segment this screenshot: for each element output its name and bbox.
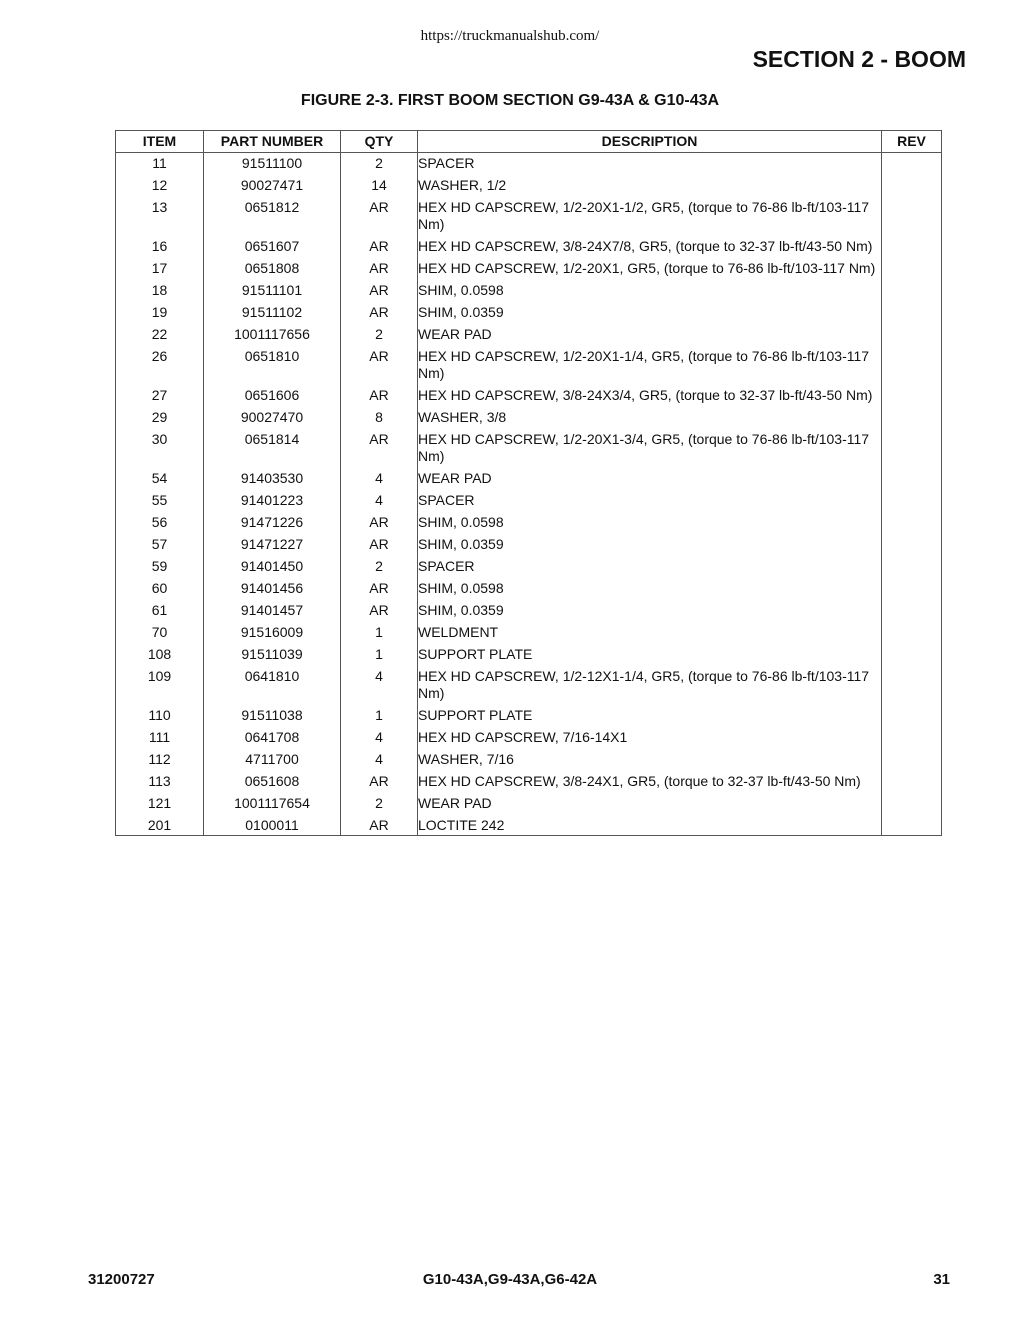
cell-rev: [882, 197, 942, 236]
cell-description: WEAR PAD: [418, 793, 882, 815]
cell-part-number: 4711700: [204, 749, 341, 771]
cell-qty: 1: [341, 705, 418, 727]
table-row: [116, 280, 942, 302]
cell-part-number: 1001117654: [204, 793, 341, 815]
cell-qty: AR: [341, 302, 418, 324]
cell-part-number: 91511039: [204, 644, 341, 666]
cell-part-number: 0651814: [204, 429, 341, 468]
cell-item: 110: [116, 705, 204, 727]
cell-item: 112: [116, 749, 204, 771]
cell-part-number: 91511102: [204, 302, 341, 324]
cell-qty: 4: [341, 490, 418, 512]
table-row: [116, 490, 942, 512]
cell-rev: [882, 280, 942, 302]
cell-description: HEX HD CAPSCREW, 3/8-24X1, GR5, (torque to 32-37 lb-ft/43-50 Nm): [418, 771, 882, 793]
cell-rev: [882, 175, 942, 197]
table-row: [116, 236, 942, 258]
cell-qty: AR: [341, 236, 418, 258]
cell-description: WELDMENT: [418, 622, 882, 644]
cell-rev: [882, 644, 942, 666]
cell-part-number: 0641708: [204, 727, 341, 749]
cell-qty: 1: [341, 644, 418, 666]
cell-qty: 2: [341, 793, 418, 815]
cell-item: 113: [116, 771, 204, 793]
table-row: [116, 771, 942, 793]
table-row: [116, 385, 942, 407]
table-row: [116, 600, 942, 622]
cell-rev: [882, 600, 942, 622]
cell-description: SPACER: [418, 153, 882, 176]
cell-part-number: 0651812: [204, 197, 341, 236]
cell-part-number: 90027471: [204, 175, 341, 197]
cell-part-number: 91401456: [204, 578, 341, 600]
table-row: [116, 705, 942, 727]
cell-part-number: 91516009: [204, 622, 341, 644]
cell-item: 26: [116, 346, 204, 385]
cell-rev: [882, 622, 942, 644]
cell-qty: 4: [341, 666, 418, 705]
cell-item: 12: [116, 175, 204, 197]
cell-rev: [882, 815, 942, 836]
cell-rev: [882, 490, 942, 512]
table-row: [116, 534, 942, 556]
cell-rev: [882, 258, 942, 280]
table-row: [116, 727, 942, 749]
cell-rev: [882, 407, 942, 429]
cell-rev: [882, 236, 942, 258]
cell-rev: [882, 468, 942, 490]
cell-item: 109: [116, 666, 204, 705]
cell-qty: 2: [341, 324, 418, 346]
cell-part-number: 91511038: [204, 705, 341, 727]
cell-description: SUPPORT PLATE: [418, 705, 882, 727]
table-row: [116, 324, 942, 346]
cell-item: 201: [116, 815, 204, 836]
cell-description: SHIM, 0.0359: [418, 302, 882, 324]
cell-item: 11: [116, 153, 204, 176]
table-row: [116, 793, 942, 815]
cell-item: 121: [116, 793, 204, 815]
cell-description: SPACER: [418, 556, 882, 578]
cell-part-number: 91471226: [204, 512, 341, 534]
cell-description: HEX HD CAPSCREW, 1/2-20X1-1/4, GR5, (torque to 76-86 lb-ft/103-117 Nm): [418, 346, 882, 385]
cell-qty: 2: [341, 153, 418, 176]
cell-item: 70: [116, 622, 204, 644]
cell-qty: AR: [341, 280, 418, 302]
cell-qty: AR: [341, 771, 418, 793]
cell-part-number: 0641810: [204, 666, 341, 705]
cell-qty: AR: [341, 512, 418, 534]
cell-qty: 4: [341, 749, 418, 771]
table-row: [116, 556, 942, 578]
table-row: [116, 578, 942, 600]
cell-item: 29: [116, 407, 204, 429]
table-row: [116, 258, 942, 280]
cell-rev: [882, 302, 942, 324]
table-row: [116, 622, 942, 644]
cell-description: SHIM, 0.0598: [418, 280, 882, 302]
cell-rev: [882, 153, 942, 176]
cell-description: SPACER: [418, 490, 882, 512]
cell-description: HEX HD CAPSCREW, 3/8-24X7/8, GR5, (torque to 32-37 lb-ft/43-50 Nm): [418, 236, 882, 258]
cell-rev: [882, 429, 942, 468]
cell-rev: [882, 771, 942, 793]
cell-description: WASHER, 1/2: [418, 175, 882, 197]
cell-qty: AR: [341, 258, 418, 280]
table-row: [116, 175, 942, 197]
cell-item: 16: [116, 236, 204, 258]
cell-item: 55: [116, 490, 204, 512]
cell-rev: [882, 727, 942, 749]
table-row: [116, 512, 942, 534]
cell-item: 60: [116, 578, 204, 600]
figure-title: FIGURE 2-3. FIRST BOOM SECTION G9-43A & G10-43A: [300, 92, 720, 109]
cell-qty: AR: [341, 385, 418, 407]
footer-models: G10-43A,G9-43A,G6-42A: [422, 1271, 598, 1288]
cell-description: HEX HD CAPSCREW, 7/16-14X1: [418, 727, 882, 749]
cell-rev: [882, 385, 942, 407]
cell-rev: [882, 512, 942, 534]
cell-rev: [882, 556, 942, 578]
cell-description: WEAR PAD: [418, 468, 882, 490]
cell-rev: [882, 346, 942, 385]
cell-part-number: 0100011: [204, 815, 341, 836]
source-url[interactable]: https://truckmanualshub.com/: [420, 28, 600, 44]
cell-qty: AR: [341, 346, 418, 385]
cell-qty: AR: [341, 197, 418, 236]
cell-part-number: 91401457: [204, 600, 341, 622]
cell-part-number: 0651608: [204, 771, 341, 793]
cell-rev: [882, 793, 942, 815]
cell-description: HEX HD CAPSCREW, 3/8-24X3/4, GR5, (torque to 32-37 lb-ft/43-50 Nm): [418, 385, 882, 407]
cell-part-number: 90027470: [204, 407, 341, 429]
cell-item: 57: [116, 534, 204, 556]
column-header-item: ITEM: [116, 131, 204, 153]
parts-table-body: [116, 153, 942, 836]
column-header-qty: QTY: [341, 131, 418, 153]
cell-qty: 14: [341, 175, 418, 197]
cell-description: LOCTITE 242: [418, 815, 882, 836]
cell-qty: AR: [341, 600, 418, 622]
cell-rev: [882, 534, 942, 556]
column-header-description: DESCRIPTION: [418, 131, 882, 153]
cell-part-number: 0651808: [204, 258, 341, 280]
footer-page-number: 31: [933, 1271, 950, 1288]
table-row: [116, 197, 942, 236]
cell-description: SHIM, 0.0359: [418, 534, 882, 556]
cell-item: 61: [116, 600, 204, 622]
cell-item: 22: [116, 324, 204, 346]
cell-description: SHIM, 0.0598: [418, 512, 882, 534]
cell-part-number: 91511101: [204, 280, 341, 302]
table-row: [116, 815, 942, 836]
table-row: [116, 346, 942, 385]
cell-item: 54: [116, 468, 204, 490]
cell-description: HEX HD CAPSCREW, 1/2-20X1-3/4, GR5, (torque to 76-86 lb-ft/103-117 Nm): [418, 429, 882, 468]
cell-qty: 1: [341, 622, 418, 644]
cell-part-number: 91401450: [204, 556, 341, 578]
table-row: [116, 749, 942, 771]
cell-part-number: 91511100: [204, 153, 341, 176]
cell-rev: [882, 578, 942, 600]
cell-item: 13: [116, 197, 204, 236]
cell-description: WASHER, 3/8: [418, 407, 882, 429]
table-row: [116, 302, 942, 324]
cell-part-number: 0651606: [204, 385, 341, 407]
cell-item: 56: [116, 512, 204, 534]
table-row: [116, 666, 942, 705]
section-title: SECTION 2 - BOOM: [752, 46, 966, 72]
cell-part-number: 0651810: [204, 346, 341, 385]
cell-description: SHIM, 0.0359: [418, 600, 882, 622]
cell-qty: AR: [341, 578, 418, 600]
cell-item: 19: [116, 302, 204, 324]
cell-description: WASHER, 7/16: [418, 749, 882, 771]
cell-description: SHIM, 0.0598: [418, 578, 882, 600]
cell-qty: 2: [341, 556, 418, 578]
footer-doc-number: 31200727: [88, 1271, 155, 1288]
cell-qty: 8: [341, 407, 418, 429]
cell-rev: [882, 666, 942, 705]
parts-table: [115, 130, 942, 836]
cell-item: 18: [116, 280, 204, 302]
table-row: [116, 644, 942, 666]
column-header-rev: REV: [882, 131, 942, 153]
table-row: [116, 468, 942, 490]
cell-description: HEX HD CAPSCREW, 1/2-20X1, GR5, (torque to 76-86 lb-ft/103-117 Nm): [418, 258, 882, 280]
cell-part-number: 0651607: [204, 236, 341, 258]
cell-qty: AR: [341, 815, 418, 836]
cell-rev: [882, 705, 942, 727]
cell-part-number: 91471227: [204, 534, 341, 556]
cell-qty: AR: [341, 534, 418, 556]
cell-rev: [882, 324, 942, 346]
cell-item: 17: [116, 258, 204, 280]
table-row: [116, 153, 942, 176]
cell-rev: [882, 749, 942, 771]
cell-qty: 4: [341, 727, 418, 749]
table-row: [116, 407, 942, 429]
cell-part-number: 91403530: [204, 468, 341, 490]
column-header-part-number: PART NUMBER: [204, 131, 341, 153]
cell-description: HEX HD CAPSCREW, 1/2-20X1-1/2, GR5, (torque to 76-86 lb-ft/103-117 Nm): [418, 197, 882, 236]
cell-part-number: 1001117656: [204, 324, 341, 346]
cell-item: 59: [116, 556, 204, 578]
cell-description: WEAR PAD: [418, 324, 882, 346]
cell-part-number: 91401223: [204, 490, 341, 512]
cell-item: 27: [116, 385, 204, 407]
table-header-row: [116, 131, 942, 153]
cell-qty: 4: [341, 468, 418, 490]
cell-description: SUPPORT PLATE: [418, 644, 882, 666]
cell-description: HEX HD CAPSCREW, 1/2-12X1-1/4, GR5, (torque to 76-86 lb-ft/103-117 Nm): [418, 666, 882, 705]
cell-item: 111: [116, 727, 204, 749]
cell-qty: AR: [341, 429, 418, 468]
cell-item: 30: [116, 429, 204, 468]
table-row: [116, 429, 942, 468]
cell-item: 108: [116, 644, 204, 666]
